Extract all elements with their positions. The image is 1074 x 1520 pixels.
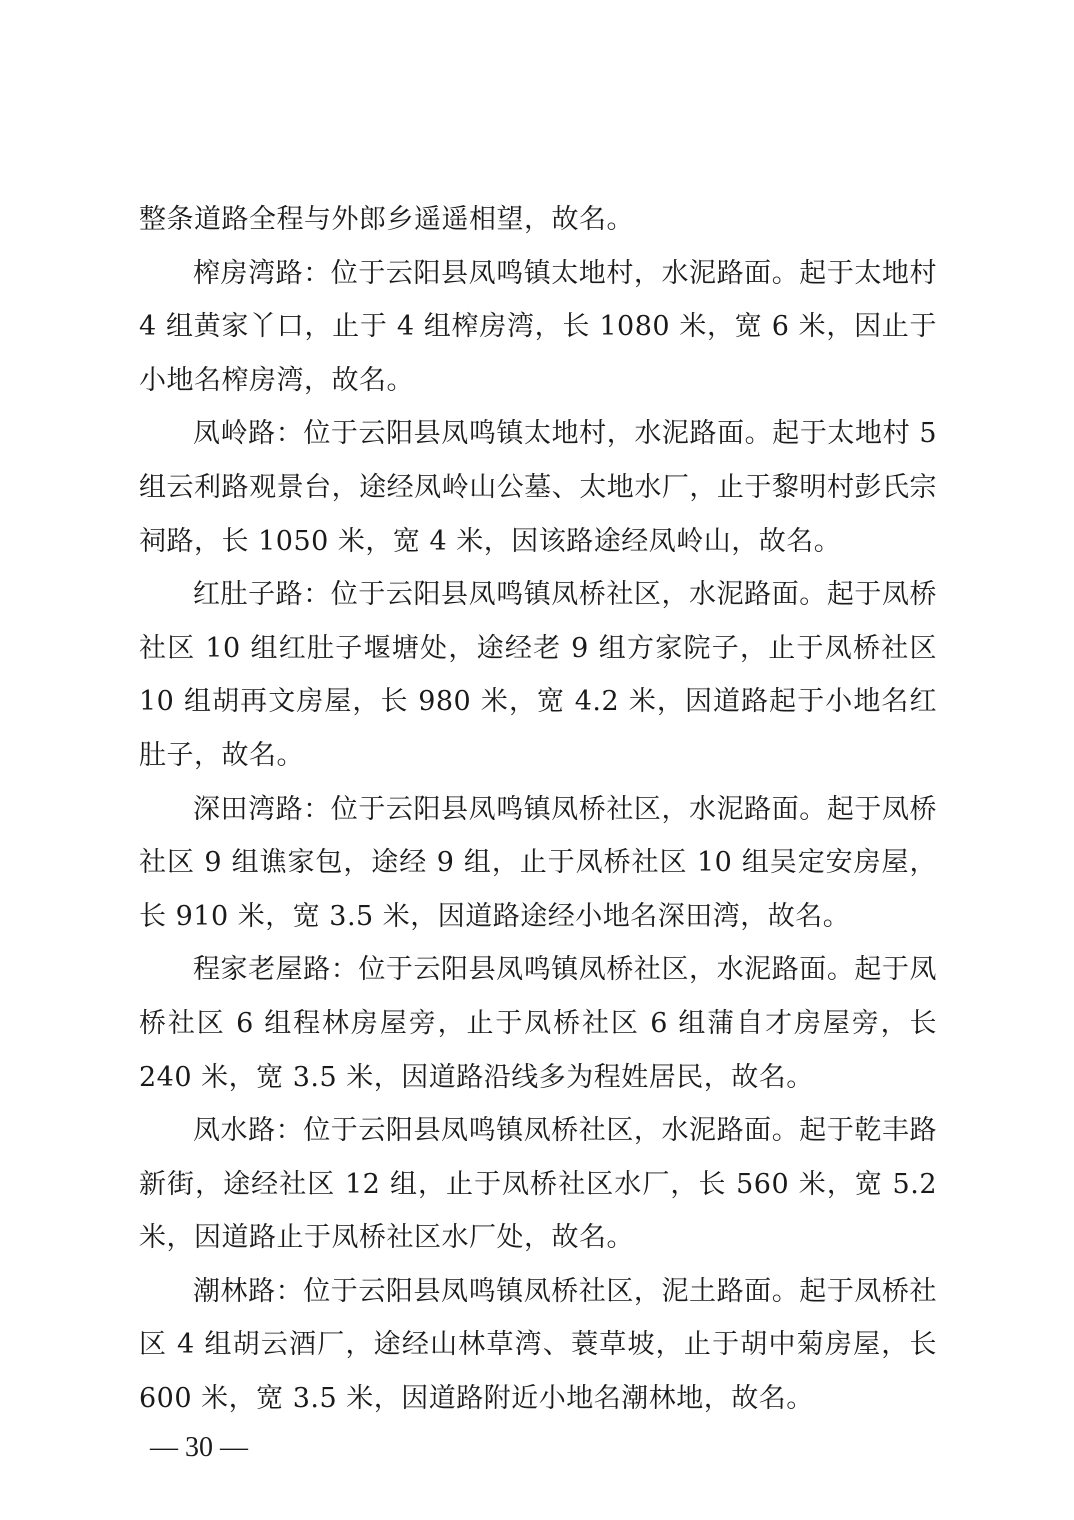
paragraph-fengling-road: 凤岭路：位于云阳县凤鸣镇太地村，水泥路面。起于太地村 5 组云利路观景台，途经凤岭山公墓、太地水厂，止于黎明村彭氏宗祠路，长 1050 米，宽 4 米，因该路途经凤岭山，故名。	[139, 418, 937, 557]
paragraph-hongduzi-road: 红肚子路：位于云阳县凤鸣镇凤桥社区，水泥路面。起于凤桥社区 10 组红肚子堰塘处，途经老 9 组方家院子，止于凤桥社区 10 组胡再文房屋，长 980 米，宽 4.2 米，因道路起于小地名红肚子，故名。	[139, 579, 937, 771]
paragraph-shentianwan-road: 深田湾路：位于云阳县凤鸣镇凤桥社区，水泥路面。起于凤桥社区 9 组谯家包，途经 9 组，止于凤桥社区 10 组吴定安房屋，长 910 米，宽 3.5 米，因道路途经小地名深田湾，故名。	[139, 793, 937, 932]
paragraph-chengjialaowu-road: 程家老屋路：位于云阳县凤鸣镇凤桥社区，水泥路面。起于凤桥社区 6 组程林房屋旁，止于凤桥社区 6 组蒲自才房屋旁，长 240 米，宽 3.5 米，因道路沿线多为程姓居民，故名。	[139, 954, 937, 1093]
paragraph-chaolin-road: 潮林路：位于云阳县凤鸣镇凤桥社区，泥土路面。起于凤桥社区 4 组胡云酒厂，途经山林草湾、蓑草坡，止于胡中菊房屋，长 600 米，宽 3.5 米，因道路附近小地名潮林地，故名。	[139, 1275, 937, 1415]
page-number: — 30 —	[150, 1432, 248, 1463]
paragraph-zhafangwan-road: 榨房湾路：位于云阳县凤鸣镇太地村，水泥路面。起于太地村 4 组黄家丫口，止于 4 组榨房湾，长 1080 米，宽 6 米，因止于小地名榨房湾，故名。	[139, 257, 937, 396]
paragraph-fengshui-road: 凤水路：位于云阳县凤鸣镇凤桥社区，水泥路面。起于乾丰路新街，途经社区 12 组，止于凤桥社区水厂，长 560 米，宽 5.2 米，因道路止于凤桥社区水厂处，故名。	[139, 1115, 937, 1254]
document-body	[139, 193, 937, 1426]
paragraph-continuation: 整条道路全程与外郎乡遥遥相望，故名。	[139, 204, 634, 235]
